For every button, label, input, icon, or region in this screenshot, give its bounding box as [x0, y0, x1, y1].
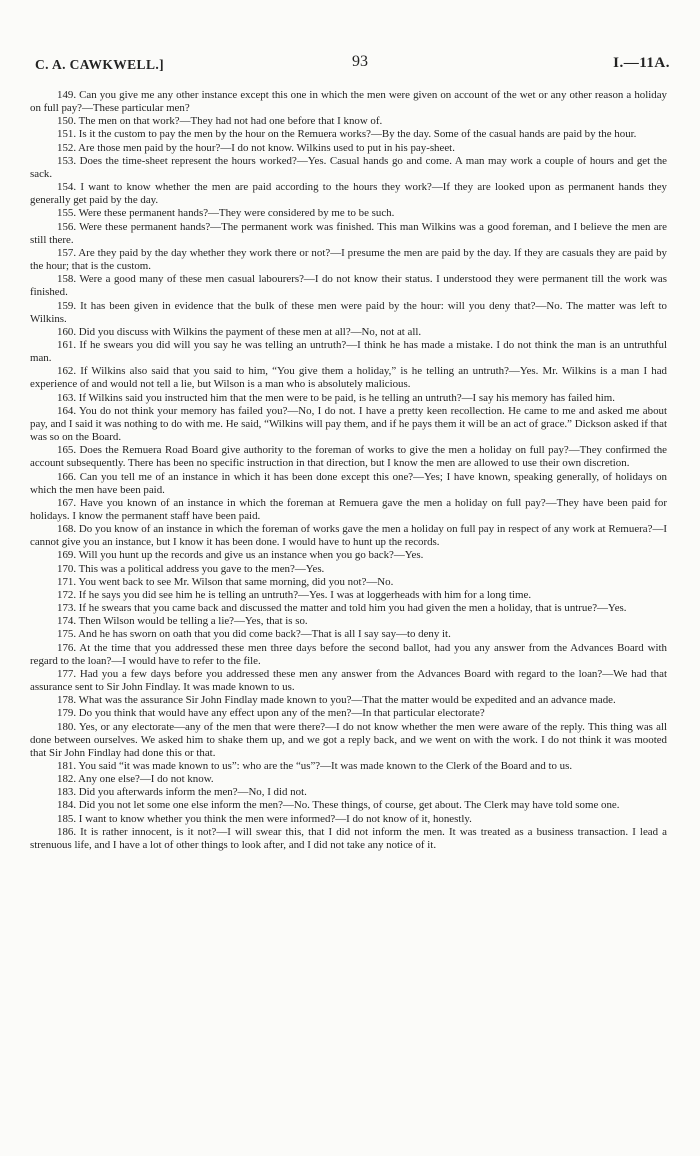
testimony-paragraph: 159. It has been given in evidence that the bulk of these men were paid by the hour: will you deny that?—No. The matter was left to Wilkins.	[30, 299, 667, 325]
testimony-paragraph: 149. Can you give me any other instance except this one in which the men were given on account of the wet or any other reason a holiday on full pay?—These particular men?	[30, 89, 667, 115]
testimony-paragraph: 172. If he says you did see him he is telling an untruth?—Yes. I was at loggerheads with him for a long time.	[57, 588, 532, 601]
paper-reference: I.—11A.	[613, 55, 670, 71]
testimony-paragraph: 171. You went back to see Mr. Wilson that same morning, did you not?—No.	[57, 575, 394, 588]
testimony-paragraph: 175. And he has sworn on oath that you did come back?—That is all I say say—to deny it.	[57, 628, 451, 641]
testimony-paragraph: 165. Does the Remuera Road Board give authority to the foreman of works to give the men a holiday on full pay?—They confirmed the account subsequently. There has been no specific instruction in that direction, but I know the men are allowed to use their own discretion.	[30, 444, 667, 470]
testimony-paragraph: 152. Are those men paid by the hour?—I do not know. Wilkins used to put in his pay-sheet.	[57, 141, 455, 154]
testimony-paragraph: 184. Did you not let some one else inform the men?—No. These things, of course, get about. The Clerk may have told some one.	[57, 799, 620, 812]
testimony-paragraph: 153. Does the time-sheet represent the hours worked?—Yes. Casual hands go and come. A man may work a couple of hours and get the sack.	[30, 154, 667, 180]
testimony-paragraph: 170. This was a political address you gave to the men?—Yes.	[57, 562, 325, 575]
page-number: 93	[352, 53, 368, 70]
page-header	[35, 53, 670, 77]
testimony-paragraph: 164. You do not think your memory has failed you?—No, I do not. I have a pretty keen recollection. He came to me and asked me about pay, and I said it was nothing to do with me. He said, “Wilkins will pay them, and if he pays them it will be an act of grace.” Dickson asked if that was so on the Board.	[30, 404, 667, 444]
testimony-paragraph: 150. The men on that work?—They had not had one before that I know of.	[57, 115, 383, 128]
testimony-paragraph: 151. Is it the custom to pay the men by the hour on the Remuera works?—By the day. Some of the casual hands are paid by the hour.	[57, 128, 637, 141]
testimony-paragraph: 155. Were these permanent hands?—They were considered by me to be such.	[57, 207, 395, 220]
testimony-paragraph: 176. At the time that you addressed these men three days before the second ballot, had you any answer from the Advances Board with regard to the loan?—I would have to refer to the file.	[30, 641, 667, 667]
testimony-paragraph: 166. Can you tell me of an instance in which it has been done except this one?—Yes; I have known, speaking generally, of holidays on which the men have been paid.	[30, 470, 667, 496]
testimony-paragraph: 173. If he swears that you came back and discussed the matter and told him you had given the men a holiday, that is untrue?—Yes.	[57, 602, 627, 615]
testimony-paragraph: 178. What was the assurance Sir John Findlay made known to you?—That the matter would be expedited and an advance made.	[57, 694, 616, 707]
testimony-paragraph: 156. Were these permanent hands?—The permanent work was finished. This man Wilkins was a good foreman, and I believe the men are still there.	[30, 220, 667, 246]
testimony-paragraph: 168. Do you know of an instance in which the foreman of works gave the men a holiday on full pay in respect of any work at Remuera?—I cannot give you an instance, but I know it has been done. I would have to hunt up the records.	[30, 523, 667, 549]
testimony-paragraph: 154. I want to know whether the men are paid according to the hours they work?—If they are looked upon as permanent hands they generally get paid by the day.	[30, 181, 667, 207]
testimony-paragraph: 157. Are they paid by the day whether they work there or not?—I presume the men are paid by the day. If they are casuals they are paid by the hour; that is the custom.	[30, 246, 667, 273]
testimony-paragraph: 185. I want to know whether you think the men were informed?—I do not know of it, honestly.	[57, 812, 472, 825]
testimony-body	[30, 89, 667, 852]
testimony-paragraph: 181. You said “it was made known to us”: who are the “us”?—It was made known to the Clerk of the Board and to us.	[57, 759, 573, 772]
testimony-paragraph: 186. It is rather innocent, is it not?—I will swear this, that I did not inform the men. It was treated as a business transaction. I lead a strenuous life, and I have a lot of other things to look after, and I did not take any notice of it.	[30, 825, 667, 851]
testimony-paragraph: 160. Did you discuss with Wilkins the payment of these men at all?—No, not at all.	[57, 325, 422, 338]
testimony-paragraph: 163. If Wilkins said you instructed him that the men were to be paid, is he telling an untruth?—I say his memory has failed him.	[57, 391, 615, 404]
testimony-paragraph: 167. Have you known of an instance in which the foreman at Remuera gave the men a holiday on full pay?—They have been paid for holidays. I know the permanent staff have been paid.	[30, 496, 667, 522]
testimony-paragraph: 174. Then Wilson would be telling a lie?—Yes, that is so.	[57, 615, 308, 628]
testimony-paragraph: 182. Any one else?—I do not know.	[57, 773, 214, 786]
witness-name: C. A. CAWKWELL.]	[35, 57, 165, 72]
testimony-paragraph: 183. Did you afterwards inform the men?—No, I did not.	[57, 786, 307, 799]
testimony-paragraph: 162. If Wilkins also said that you said to him, “You give them a holiday,” is he telling an untruth?—Yes. Mr. Wilkins is a man I had experience of and would not tell a lie, but Wilson is a man who is absolutely malicious.	[30, 365, 667, 391]
testimony-paragraph: 158. Were a good many of these men casual labourers?—I do not know their status. I understood they were permanent till the work was finished.	[30, 273, 667, 299]
testimony-paragraph: 179. Do you think that would have any effect upon any of the men?—In that particular electorate?	[57, 707, 485, 720]
testimony-paragraph: 177. Had you a few days before you addressed these men any answer from the Advances Board with regard to the loan?—We had that assurance sent to Sir John Findlay. It was made known to us.	[30, 667, 667, 694]
testimony-paragraph: 180. Yes, or any electorate—any of the men that were there?—I do not know whether the men were aware of the reply. This thing was all done between ourselves. We asked him to shake them up, and we got a reply back, and we went on with the work. I do not think it was mooted that Sir John Findlay had done this or that.	[30, 720, 667, 759]
testimony-paragraph: 161. If he swears you did will you say he was telling an untruth?—I think he has made a mistake. I do not think the man is an untruthful man.	[30, 338, 667, 365]
testimony-paragraph: 169. Will you hunt up the records and give us an instance when you go back?—Yes.	[57, 549, 424, 562]
